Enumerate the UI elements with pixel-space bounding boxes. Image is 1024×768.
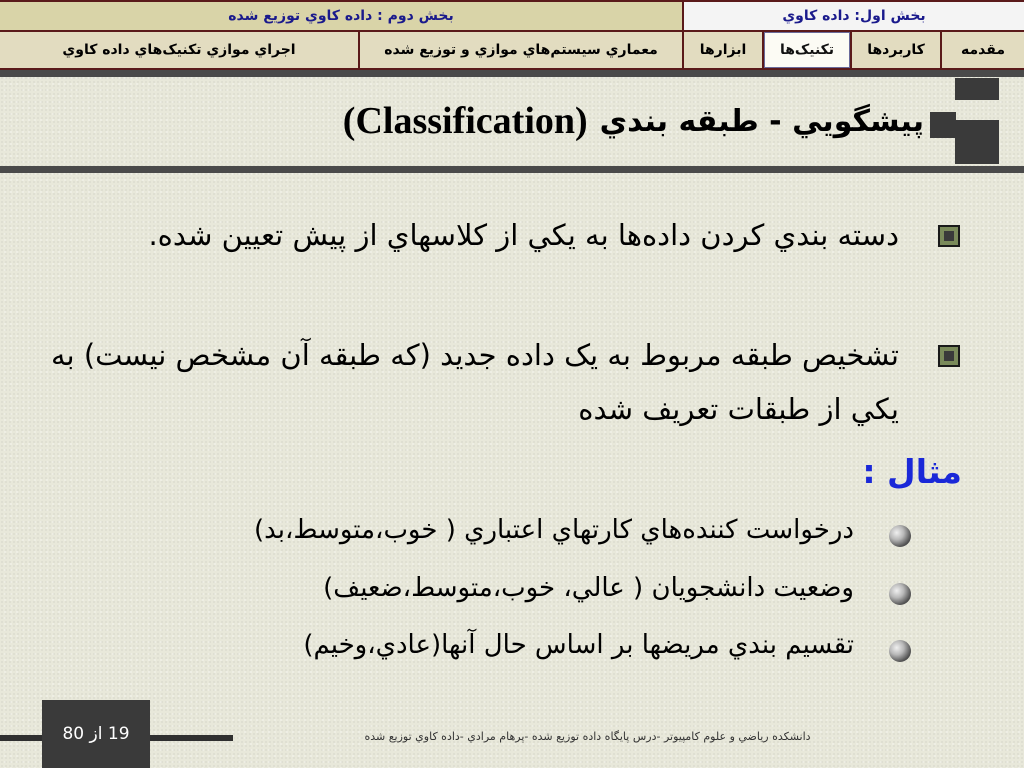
title-english: (Classification) [342,100,588,142]
tab-introduction[interactable]: مقدمه [940,32,1024,68]
header-band [0,70,1024,77]
round-bullet-icon [889,640,911,662]
page-number: 19 از 80 [42,700,150,768]
page-title [343,92,924,150]
deco-square [955,120,999,164]
square-bullet-icon [938,225,960,247]
round-bullet-icon [889,525,911,547]
title-rule [0,166,1024,173]
round-bullet-icon [889,583,911,605]
example-item: درخواست كننده‌هاي كارتهاي اعتباري ( خوب،متوسط،بد) [253,515,854,545]
example-item: تقسيم بندي مريضها بر اساس حال آنها(عادي،وخيم) [303,630,854,660]
nav-section-part1[interactable]: بخش اول: داده کاوي [682,2,1024,30]
bullet-text: تشخيص طبقه مربوط به يک داده جديد (که طبقه آن مشخص نيست) به يكي از طبقات تعريف شده [50,338,899,426]
tab-parallel-execution[interactable]: اجراي موازي تکنيک‌هاي داده کاوي [0,32,358,68]
footer-credits: دانشکده رياضي و علوم کامپيوتر -درس پايگاه داده توزيع شده -پرهام مرادي -داده کاوي توزيع شده [364,730,811,743]
bullet-text: دسته بندي كردن داده‌ها به يكي از كلاسهاي از پيش تعيين شده. [148,218,899,252]
nav-section-part2[interactable]: بخش دوم : داده کاوي توزيع شده [0,2,682,30]
nav-tabs-row [0,30,1024,70]
tab-applications[interactable]: کاربردها [850,32,940,68]
example-item: وضعيت دانشجويان ( عالي، خوب،متوسط،ضعيف) [323,573,854,603]
deco-square [930,112,956,138]
example-label: مثال : [862,452,962,491]
deco-square [955,78,999,100]
tab-techniques[interactable]: تکنيک‌ها [762,32,850,68]
tab-architecture[interactable]: معماري سيستم‌هاي موازي و توزيع شده [358,32,682,68]
nav-sections-row [0,0,1024,30]
square-bullet-icon [938,345,960,367]
title-persian: پيشگويي - طبقه بندي [599,103,924,139]
tab-tools[interactable]: ابزارها [682,32,762,68]
